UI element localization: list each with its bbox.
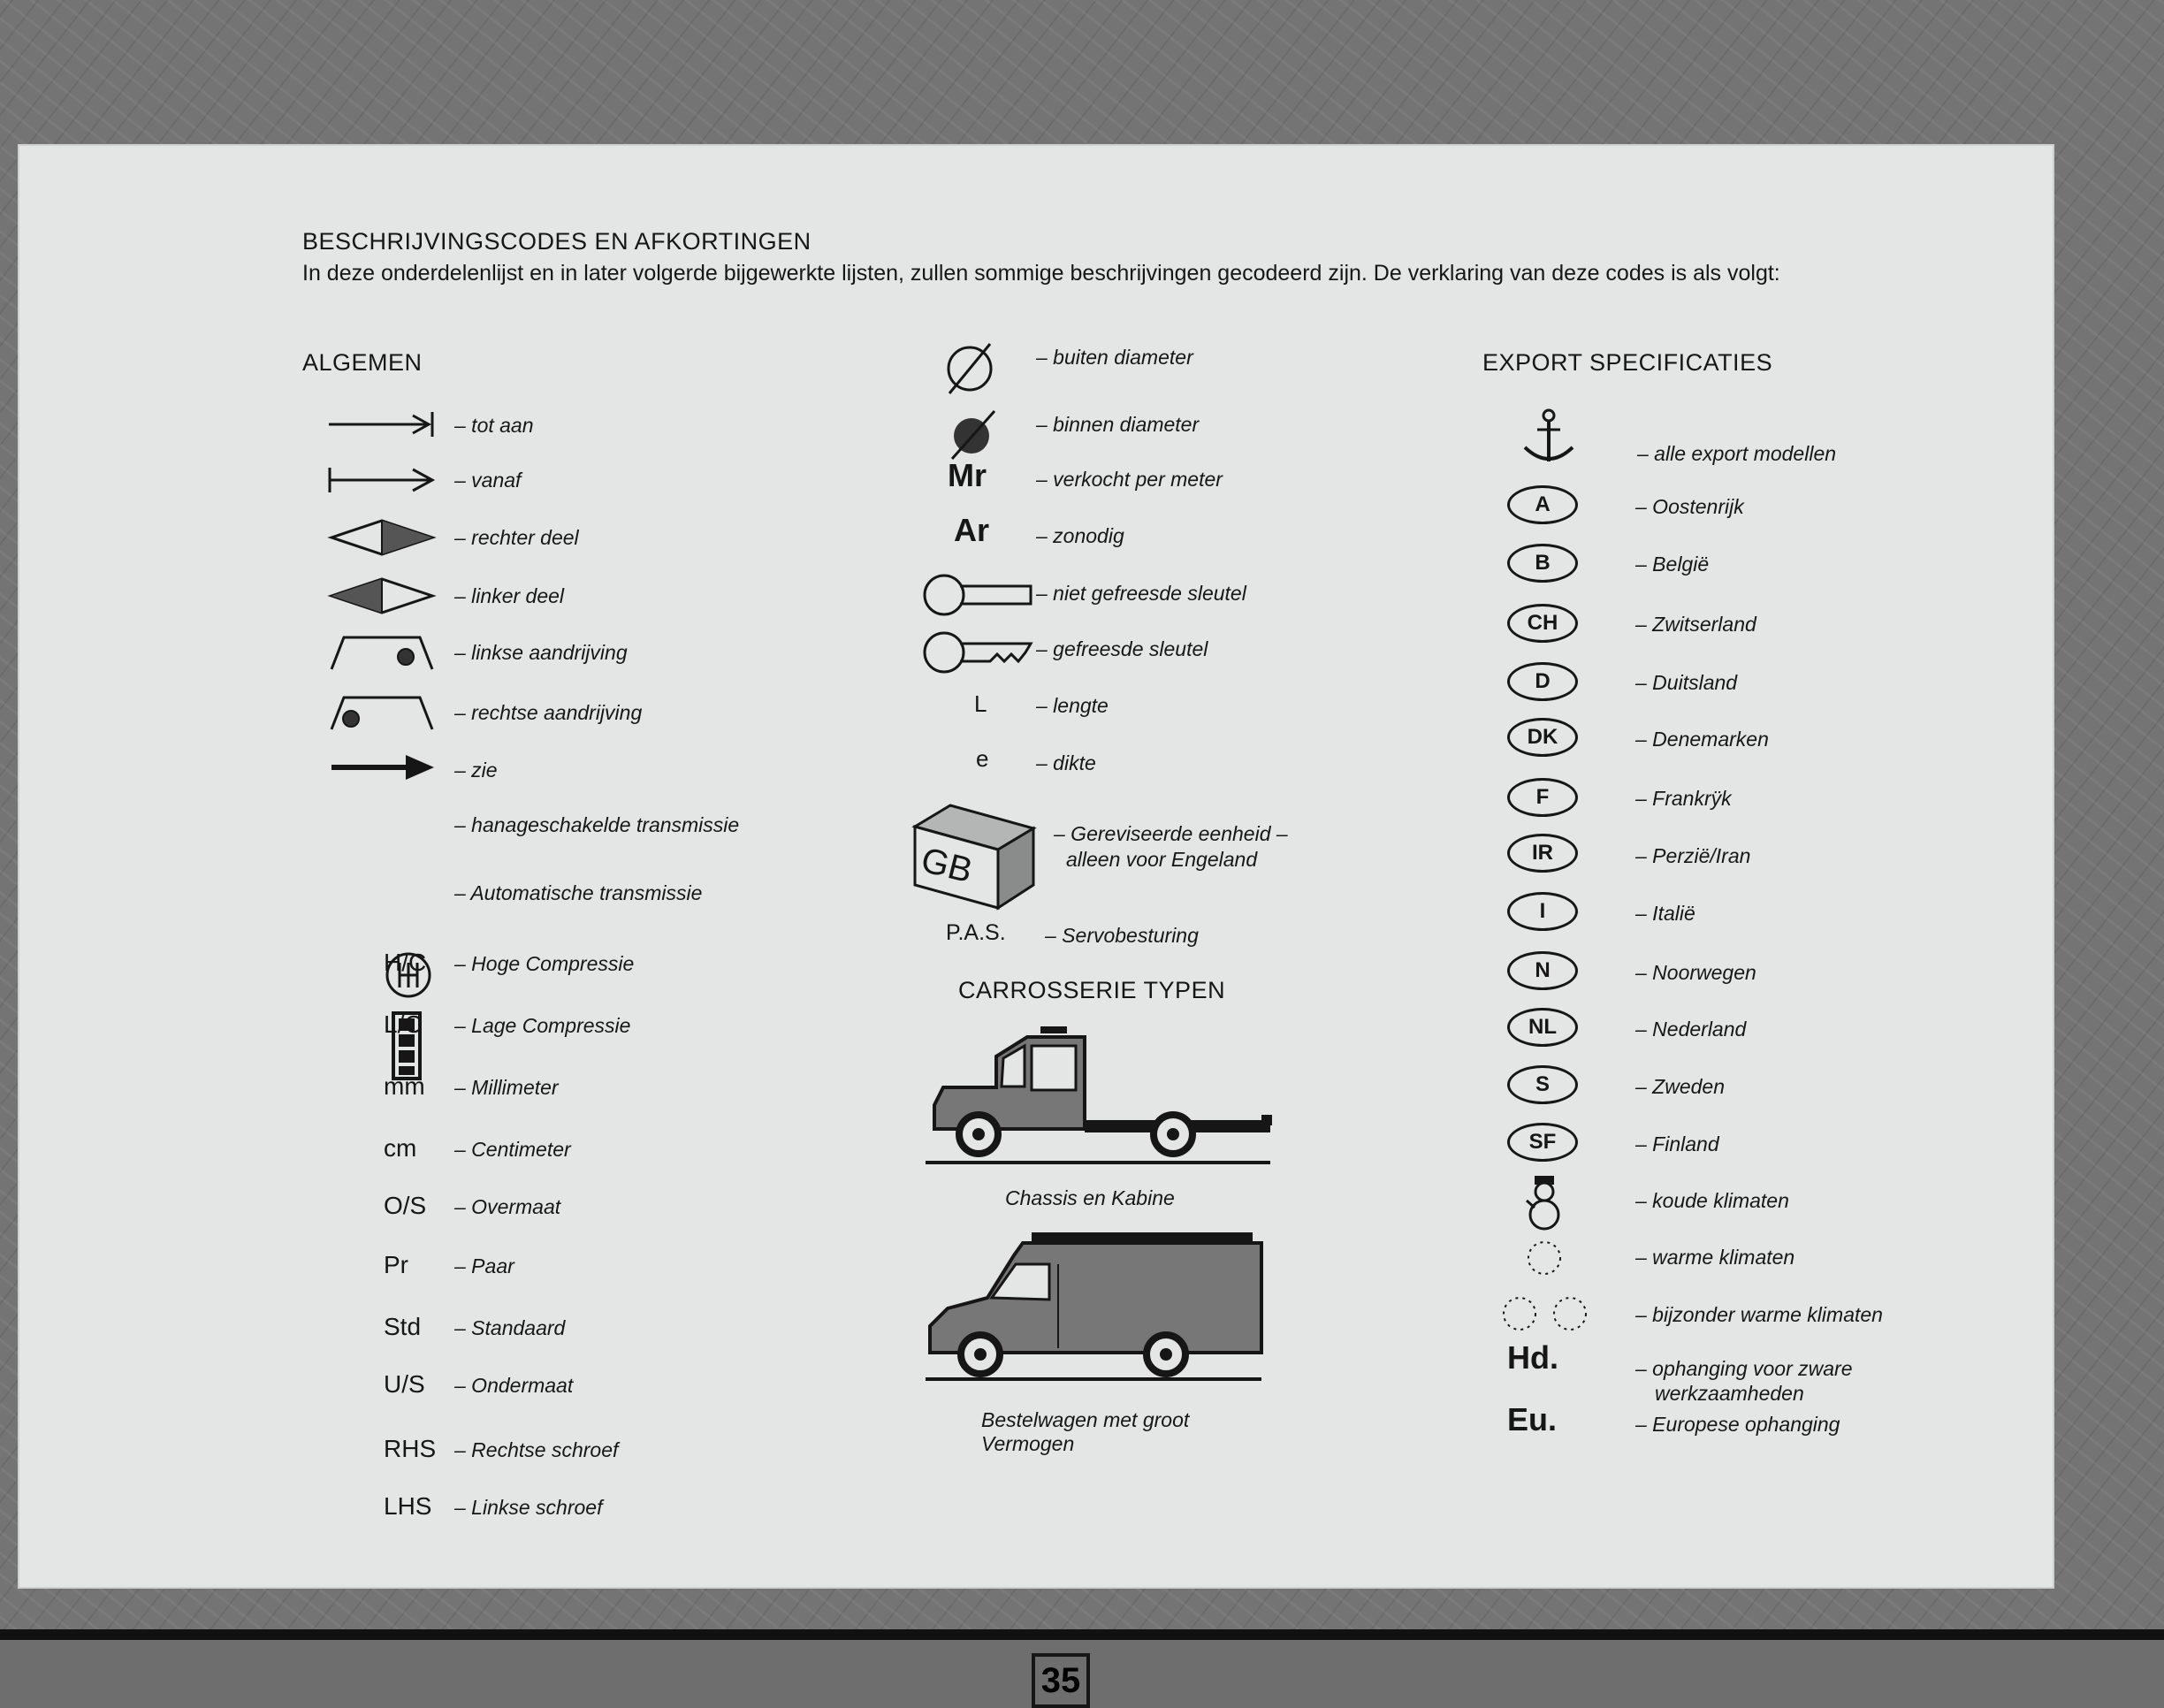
code-mm: mm bbox=[384, 1072, 425, 1100]
code-cm: cm bbox=[384, 1134, 417, 1162]
caption-bestelwagen-line1: Bestelwagen met groot bbox=[981, 1408, 1190, 1431]
outer-diameter-icon bbox=[939, 339, 1001, 397]
desc-frankrijk: – Frankrÿk bbox=[1635, 787, 1732, 810]
desc-zonodig: – zonodig bbox=[1036, 524, 1124, 547]
desc-tot-aan: – tot aan bbox=[454, 414, 534, 437]
desc-handgeschakelde-transmissie: – hanageschakelde transmissie bbox=[454, 813, 740, 836]
desc-warme-klimaten: – warme klimaten bbox=[1635, 1246, 1795, 1269]
country-badge-ir: IR bbox=[1507, 834, 1578, 873]
desc-linkse-aandrijving: – linkse aandrijving bbox=[454, 641, 628, 664]
diamond-left-shaded-icon bbox=[324, 576, 439, 616]
desc-lage-compressie: – Lage Compressie bbox=[454, 1014, 631, 1037]
desc-rechter-deel: – rechter deel bbox=[454, 526, 579, 549]
country-badge-nl: NL bbox=[1507, 1008, 1578, 1047]
desc-gereviseerde-eenheid: – Gereviseerde eenheid – bbox=[1054, 822, 1288, 845]
document-page bbox=[19, 146, 2053, 1700]
desc-niet-gefreesde-sleutel: – niet gefreesde sleutel bbox=[1036, 582, 1246, 605]
desc-lengte: – lengte bbox=[1036, 694, 1109, 717]
desc-perzie-iran: – Perzië/Iran bbox=[1635, 844, 1751, 867]
country-badge-sf: SF bbox=[1507, 1123, 1578, 1162]
desc-ondermaat: – Ondermaat bbox=[454, 1374, 574, 1397]
bottom-edge bbox=[0, 1629, 2164, 1640]
code-lhs: LHS bbox=[384, 1492, 432, 1520]
code-hc: H/C bbox=[384, 949, 427, 976]
desc-finland: – Finland bbox=[1635, 1132, 1719, 1155]
desc-rechtse-schroef: – Rechtse schroef bbox=[454, 1438, 619, 1461]
code-std: Std bbox=[384, 1313, 422, 1340]
desc-zwitserland: – Zwitserland bbox=[1635, 613, 1756, 636]
desc-binnen-diameter: – binnen diameter bbox=[1036, 413, 1200, 436]
country-badge-dk: DK bbox=[1507, 718, 1578, 757]
code-eu: Eu. bbox=[1507, 1401, 1558, 1437]
country-badge-a: A bbox=[1507, 485, 1578, 524]
code-rhs: RHS bbox=[384, 1435, 437, 1462]
code-ar: Ar bbox=[954, 512, 990, 548]
country-badge-f: F bbox=[1507, 778, 1578, 817]
section-heading-algemeen: ALGEMEN bbox=[302, 349, 423, 376]
sun-icon bbox=[1524, 1238, 1565, 1278]
section-heading-export: EXPORT SPECIFICATIES bbox=[1482, 349, 1773, 376]
desc-linker-deel: – linker deel bbox=[454, 584, 565, 607]
desc-duitsland: – Duitsland bbox=[1635, 671, 1738, 694]
desc-noorwegen: – Noorwegen bbox=[1635, 961, 1756, 984]
code-pr: Pr bbox=[384, 1251, 408, 1278]
desc-gefreesde-sleutel: – gefreesde sleutel bbox=[1036, 637, 1208, 660]
intro-text: In deze onderdelenlijst en in later volgerde bijgewerkte lijsten, zullen sommige beschrijvingen gecodeerd zijn. De verklaring van deze codes is als volgt: bbox=[302, 261, 1780, 286]
gb-box-label: GB bbox=[917, 840, 977, 891]
section-heading-carrosserie: CARROSSERIE TYPEN bbox=[958, 977, 1226, 1003]
desc-paar: – Paar bbox=[454, 1254, 514, 1277]
caption-bestelwagen-line2: Vermogen bbox=[981, 1432, 1075, 1455]
key-cut-icon bbox=[921, 628, 1036, 677]
desc-oostenrijk: – Oostenrijk bbox=[1635, 495, 1744, 518]
desc-italie: – Italië bbox=[1635, 902, 1695, 925]
code-os: O/S bbox=[384, 1192, 427, 1219]
double-sun-icon bbox=[1497, 1293, 1595, 1334]
code-mr: Mr bbox=[948, 457, 987, 493]
country-badge-d: D bbox=[1507, 662, 1578, 701]
desc-verkocht-per-meter: – verkocht per meter bbox=[1036, 468, 1223, 491]
page-number: 35 bbox=[1032, 1653, 1090, 1708]
diamond-right-shaded-icon bbox=[324, 517, 439, 558]
right-hand-drive-icon bbox=[324, 692, 439, 733]
desc-rechtse-aandrijving: – rechtse aandrijving bbox=[454, 701, 643, 724]
arrow-to-stop-icon bbox=[324, 407, 439, 442]
code-hd: Hd. bbox=[1507, 1339, 1558, 1376]
desc-nederland: – Nederland bbox=[1635, 1018, 1747, 1041]
code-e: e bbox=[976, 745, 989, 772]
desc-ophanging-zware-line2: werkzaamheden bbox=[1655, 1382, 1804, 1405]
desc-belgie: – België bbox=[1635, 553, 1710, 576]
desc-europese-ophanging: – Europese ophanging bbox=[1635, 1413, 1840, 1436]
country-badge-b: B bbox=[1507, 544, 1578, 583]
chassis-cab-truck-icon bbox=[908, 1021, 1279, 1180]
caption-chassis-en-kabine: Chassis en Kabine bbox=[1005, 1186, 1175, 1209]
desc-centimeter: – Centimeter bbox=[454, 1138, 571, 1161]
code-us: U/S bbox=[384, 1370, 425, 1398]
country-badge-i: I bbox=[1507, 892, 1578, 931]
desc-hoge-compressie: – Hoge Compressie bbox=[454, 952, 635, 975]
high-roof-van-icon bbox=[908, 1229, 1279, 1384]
code-pas: P.A.S. bbox=[946, 920, 1006, 945]
code-l: L bbox=[974, 690, 987, 717]
snowman-icon bbox=[1522, 1174, 1566, 1232]
desc-alle-export-modellen: – alle export modellen bbox=[1637, 442, 1837, 465]
anchor-icon bbox=[1518, 407, 1580, 469]
desc-standaard: – Standaard bbox=[454, 1316, 566, 1339]
desc-millimeter: – Millimeter bbox=[454, 1076, 559, 1099]
desc-overmaat: – Overmaat bbox=[454, 1195, 561, 1218]
desc-denemarken: – Denemarken bbox=[1635, 728, 1769, 751]
country-badge-s: S bbox=[1507, 1065, 1578, 1104]
country-badge-ch: CH bbox=[1507, 604, 1578, 643]
page-title: BESCHRIJVINGSCODES EN AFKORTINGEN bbox=[302, 228, 812, 255]
key-blank-icon bbox=[921, 570, 1036, 620]
desc-bijzonder-warme-klimaten: – bijzonder warme klimaten bbox=[1635, 1303, 1883, 1326]
desc-zweden: – Zweden bbox=[1635, 1075, 1726, 1098]
desc-zie: – zie bbox=[454, 759, 498, 782]
desc-buiten-diameter: – buiten diameter bbox=[1036, 346, 1193, 369]
desc-koude-klimaten: – koude klimaten bbox=[1635, 1189, 1789, 1212]
inner-diameter-icon bbox=[943, 404, 1005, 462]
desc-automatische-transmissie: – Automatische transmissie bbox=[454, 881, 703, 904]
desc-servobesturing: – Servobesturing bbox=[1045, 924, 1199, 947]
country-badge-n: N bbox=[1507, 951, 1578, 990]
desc-ophanging-zware-line1: – ophanging voor zware bbox=[1635, 1357, 1853, 1380]
desc-dikte: – dikte bbox=[1036, 751, 1096, 774]
bold-arrow-icon bbox=[324, 750, 439, 785]
desc-linkse-schroef: – Linkse schroef bbox=[454, 1496, 603, 1519]
arrow-from-stop-icon bbox=[324, 462, 439, 498]
left-hand-drive-icon bbox=[324, 632, 439, 673]
desc-alleen-voor-engeland: alleen voor Engeland bbox=[1066, 848, 1258, 871]
desc-vanaf: – vanaf bbox=[454, 469, 522, 492]
code-lc: L/C bbox=[384, 1010, 423, 1038]
